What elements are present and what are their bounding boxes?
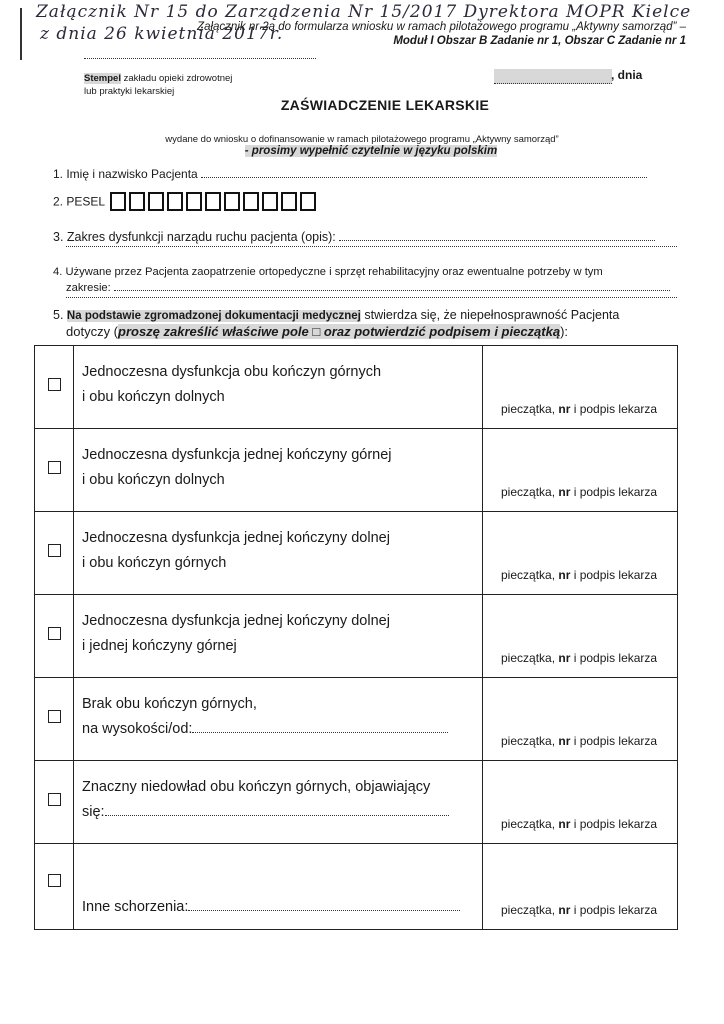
option-description (74, 678, 483, 761)
pesel-digit-box[interactable] (205, 192, 221, 211)
option-text-line1: Brak obu kończyn górnych, (82, 696, 257, 712)
attachment-header-line2: Moduł I Obszar B Zadanie nr 1, Obszar C Zadanie nr 1 (393, 35, 686, 47)
option-text-line2: i obu kończyn dolnych (82, 472, 225, 488)
option-text-line2-label: Inne schorzenia: (82, 899, 189, 915)
stamp-label-bold: Stempel (84, 73, 121, 84)
option-checkbox[interactable] (48, 378, 61, 391)
document-title: ZAŚWIADCZENIE LEKARSKIE (280, 97, 490, 113)
stamp-label (84, 73, 232, 84)
option-description (74, 429, 483, 512)
option-description (74, 844, 483, 930)
field-patient-name (53, 167, 647, 181)
stamp-label-line2: lub praktyki lekarskiej (84, 86, 175, 97)
option-text-line1: Jednoczesna dysfunkcja obu kończyn górnych (82, 364, 382, 380)
signature-cell[interactable] (483, 595, 678, 678)
pesel-digit-box[interactable] (167, 192, 183, 211)
patient-name-input[interactable] (201, 167, 647, 178)
option-text-line2: i jednej kończyny górnej (82, 638, 237, 654)
disability-options-table (34, 345, 678, 930)
option-description (74, 761, 483, 844)
option-checkbox-cell (35, 429, 74, 512)
option-description (74, 346, 483, 429)
field-patient-name-label: 1. Imię i nazwisko Pacjenta (53, 167, 198, 181)
signature-label: pieczątka, nr i podpis lekarza (501, 651, 658, 665)
signature-cell[interactable] (483, 844, 678, 930)
option-text-line1: Jednoczesna dysfunkcja jednej kończyny dolnej (82, 613, 390, 629)
field-equipment-line2 (66, 280, 670, 294)
option-checkbox[interactable] (48, 627, 61, 640)
option-checkbox[interactable] (48, 874, 61, 887)
pesel-digit-box[interactable] (262, 192, 278, 211)
margin-mark (20, 8, 22, 60)
field-dysfunction (53, 230, 655, 244)
option-checkbox[interactable] (48, 793, 61, 806)
dysfunction-input[interactable] (339, 230, 655, 241)
option-row (35, 761, 678, 844)
option-row (35, 678, 678, 761)
field-basis (53, 308, 619, 322)
option-text-line1: Znaczny niedowład obu kończyn górnych, objawiający (82, 779, 431, 795)
field-dysfunction-label: 3. Zakres dysfunkcji narządu ruchu pacjenta (opis): (53, 230, 336, 244)
signature-cell[interactable] (483, 761, 678, 844)
signature-cell[interactable] (483, 429, 678, 512)
option-text-line2-label: się: (82, 804, 105, 820)
signature-label: pieczątka, nr i podpis lekarza (501, 734, 658, 748)
field-basis-line2 (66, 324, 568, 339)
signature-cell[interactable] (483, 678, 678, 761)
field-pesel-label: 2. PESEL (53, 194, 106, 209)
option-row (35, 429, 678, 512)
date-label: , dnia (611, 68, 643, 82)
option-checkbox[interactable] (48, 461, 61, 474)
option-text-line1: Jednoczesna dysfunkcja jednej kończyny górnej (82, 447, 392, 463)
option-fill-input[interactable] (105, 805, 449, 816)
option-checkbox-cell (35, 761, 74, 844)
pesel-digit-box[interactable] (300, 192, 316, 211)
field-equipment-label2: zakresie: (66, 282, 111, 294)
pesel-digit-box[interactable] (243, 192, 259, 211)
option-text-line1 (82, 858, 474, 883)
option-text-line2: i obu kończyn górnych (82, 555, 227, 571)
signature-label: pieczątka, nr i podpis lekarza (501, 817, 658, 831)
pesel-digit-box[interactable] (129, 192, 145, 211)
option-text-line2: i obu kończyn dolnych (82, 389, 225, 405)
fill-instruction-text: - prosimy wypełnić czytelnie w języku polskim (244, 145, 498, 157)
option-description (74, 595, 483, 678)
signature-label: pieczątka, nr i podpis lekarza (501, 568, 658, 582)
option-checkbox-cell (35, 512, 74, 595)
date-field[interactable] (494, 69, 612, 84)
option-checkbox-cell (35, 844, 74, 930)
field-basis-num: 5. (53, 308, 64, 322)
field-basis-line2b: proszę zakreślić właściwe pole □ oraz potwierdzić podpisem i pieczątką (118, 324, 561, 339)
signature-cell[interactable] (483, 512, 678, 595)
field-basis-line2c: ): (560, 324, 569, 339)
option-row (35, 844, 678, 930)
option-row (35, 595, 678, 678)
pesel-digit-box[interactable] (148, 192, 164, 211)
stamp-label-rest: zakładu opieki zdrowotnej (120, 73, 233, 84)
dysfunction-input-line2[interactable] (66, 246, 677, 247)
option-checkbox[interactable] (48, 710, 61, 723)
option-checkbox-cell (35, 346, 74, 429)
pesel-digit-box[interactable] (110, 192, 126, 211)
pesel-digit-box[interactable] (186, 192, 202, 211)
option-fill-input[interactable] (192, 722, 448, 733)
option-checkbox-cell (35, 595, 74, 678)
field-basis-rest: stwierdza się, że niepełnosprawność Pacjenta (360, 308, 620, 322)
fill-instruction (0, 145, 724, 157)
handwritten-note-line1: Załącznik Nr 15 do Zarządzenia Nr 15/2017 Dyrektora MOPR Kielce (36, 2, 692, 22)
field-basis-bold: Na podstawie zgromadzonej dokumentacji medycznej (66, 310, 361, 322)
document-subtitle: wydane do wniosku o dofinansowanie w ramach pilotażowego programu „Aktywny samorząd” (165, 134, 559, 145)
field-pesel (53, 192, 319, 211)
option-fill-input[interactable] (188, 900, 460, 911)
option-row (35, 346, 678, 429)
option-text-line2-label: na wysokości/od: (82, 721, 193, 737)
pesel-digit-box[interactable] (281, 192, 297, 211)
attachment-header-line1: Załącznik nr 2a do formularza wniosku w ramach pilotażowego programu „Aktywny samorząd” – (197, 21, 686, 33)
option-text-line2 (82, 800, 474, 825)
equipment-input-line2[interactable] (66, 297, 677, 298)
stamp-line (84, 58, 316, 59)
pesel-boxes[interactable] (107, 194, 319, 208)
option-text-line2 (82, 895, 474, 920)
option-row (35, 512, 678, 595)
option-checkbox-cell (35, 678, 74, 761)
signature-label: pieczątka, nr i podpis lekarza (501, 903, 658, 917)
signature-label: pieczątka, nr i podpis lekarza (501, 402, 658, 416)
option-text-line1: Jednoczesna dysfunkcja jednej kończyny dolnej (82, 530, 390, 546)
signature-cell[interactable] (483, 346, 678, 429)
option-checkbox[interactable] (48, 544, 61, 557)
equipment-input[interactable] (114, 280, 670, 291)
field-equipment: 4. Używane przez Pacjenta zaopatrzenie ortopedyczne i sprzęt rehabilitacyjny oraz ewentualne potrzeby w tym (53, 266, 603, 278)
signature-label: pieczątka, nr i podpis lekarza (501, 485, 658, 499)
pesel-digit-box[interactable] (224, 192, 240, 211)
field-basis-line2a: dotyczy ( (66, 324, 119, 339)
option-text-line2 (82, 717, 474, 742)
handwritten-note-line2: z dnia 26 kwietnia 2017r. (40, 24, 284, 44)
option-description (74, 512, 483, 595)
